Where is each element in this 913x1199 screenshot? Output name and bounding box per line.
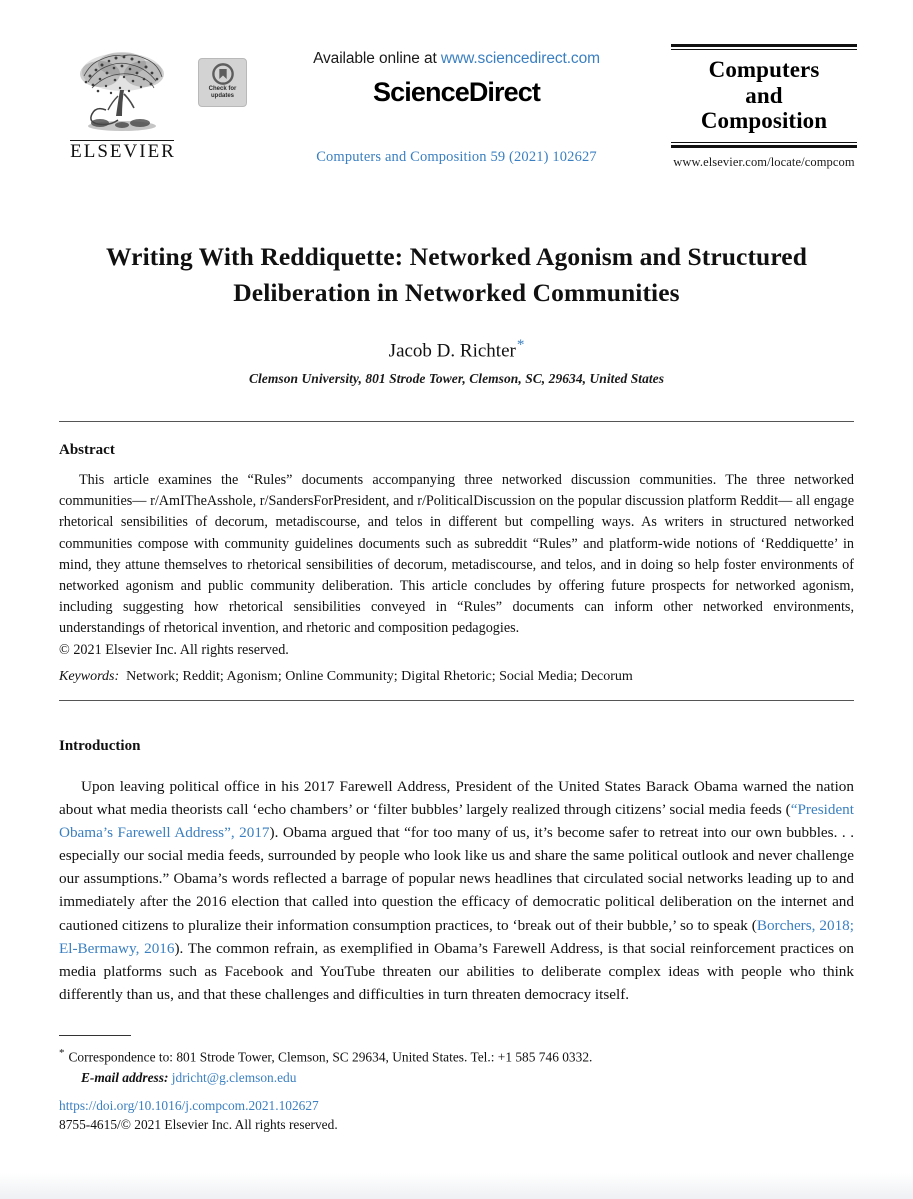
abstract-copyright: © 2021 Elsevier Inc. All rights reserved. <box>59 641 289 658</box>
citation-link-borchers-elbermawy[interactable]: Borchers, 2018; El-Bermawy, 2016 <box>59 916 854 957</box>
author-affiliation: Clemson University, 801 Strode Tower, Clemson, SC, 29634, United States <box>248 371 665 386</box>
author-name <box>0 337 913 362</box>
sciencedirect-url-link[interactable]: www.sciencedirect.com <box>440 50 600 67</box>
crossmark-label-line1: Check for <box>208 86 237 92</box>
intro-text-part1: Upon leaving political office in his 2017 Farewell Address, President of the United States Barack Obama warned the nation about what media theorists call ‘echo chambers’ or ‘filter bubbles’ largely realized through citizens’ social media feeds ( <box>59 778 854 819</box>
journal-logo-bottom-rules <box>671 142 857 148</box>
email-line <box>59 1068 759 1088</box>
section-heading-introduction: Introduction <box>59 738 141 754</box>
abstract-top-rule <box>59 421 854 422</box>
citation-link-obama-farewell[interactable]: “President Obama’s Farewell Address”, 2017 <box>59 801 854 842</box>
elsevier-wordmark: ELSEVIER <box>70 141 176 163</box>
footnote-marker: * <box>59 1047 65 1059</box>
abstract-text <box>59 470 854 661</box>
keywords-line <box>59 669 854 685</box>
author-footnote-marker[interactable]: * <box>516 337 525 353</box>
available-online-prefix: Available online at <box>313 50 441 67</box>
masthead <box>56 44 857 184</box>
abstract-bottom-rule <box>59 700 854 701</box>
journal-logo-line2: and <box>745 82 783 108</box>
correspondence-text: Correspondence to: 801 Strode Tower, Clemson, SC 29634, United States. Tel.: +1 585 746 0332. <box>68 1049 593 1065</box>
introduction-paragraph <box>59 775 854 1006</box>
sciencedirect-wordmark: ScienceDirect <box>373 77 540 107</box>
journal-logo-line3: Composition <box>700 108 828 134</box>
email-label: E-mail address: <box>81 1069 169 1085</box>
keywords-label: Keywords: <box>59 669 120 684</box>
journal-logo-title <box>671 50 857 142</box>
issn-copyright-line: 8755-4615/© 2021 Elsevier Inc. All rights reserved. <box>59 1117 338 1132</box>
intro-text-part2: ). Obama argued that “for too many of us, it’s become safer to retreat into our own bubbles. . . especially our social media feeds, surrounded by people who look like us and share the same political outlook and never challenge our assumptions.” Obama’s words reflected a barrage of popular news headlines that circulated social networks leading up to and immediately after the 2016 election that called into question the efficacy of democratic political deliberation on the internet and cautioned citizens to pluralize their information consumption practices, to ‘break out of their bubble,’ so to speak ( <box>59 824 854 934</box>
page-title: Writing With Reddiquette: Networked Agonism and Structured Deliberation in Networked Communities <box>106 242 807 308</box>
keywords-value: Network; Reddit; Agonism; Online Community; Digital Rhetoric; Social Media; Decorum <box>126 669 633 684</box>
correspondence-footnote <box>59 1044 759 1087</box>
abstract-heading: Abstract <box>59 442 115 458</box>
journal-homepage-url: www.elsevier.com/locate/compcom <box>673 154 855 169</box>
email-address-link[interactable]: jdricht@g.clemson.edu <box>171 1069 297 1085</box>
footnote-separator-rule <box>59 1035 131 1036</box>
doi-link[interactable]: https://doi.org/10.1016/j.compcom.2021.102627 <box>59 1098 319 1113</box>
intro-text-part3: ). The common refrain, as exemplified in Obama’s Farewell Address, is that social reinforcement practices on media platforms such as Facebook and YouTube threaten our abilities to deliberate complex ideas with people who think differently than us, and that these challenges and difficulties in turn threaten democracy itself. <box>59 939 854 1003</box>
journal-logo-line1: Computers <box>708 57 820 83</box>
author-name-text: Jacob D. Richter <box>388 340 516 362</box>
crossmark-label-line2: updates <box>210 92 234 99</box>
journal-reference-link[interactable]: Computers and Composition 59 (2021) 102627 <box>316 149 597 165</box>
abstract-paragraph: This article examines the “Rules” documents accompanying three networked discussion communities. The three networked communities— r/AmITheAsshole, r/SandersForPresident, and r/PoliticalDiscussion on the popular discussion platform Reddit— all engage rhetorical sensibilities of decorum, metadiscourse, and telos in different but compelling ways. As writers in structured networked communities compose with community guidelines documents such as subreddit “Rules” and platform-wide notions of ‘Reddiquette’ in mind, they attune themselves to rhetorical sensibilities of decorum, metadiscourse, and telos, and in doing so help foster environments of networked agonism and public community deliberation. This article concludes by offering future prospects for networked agonism, including suggesting how rhetorical sensibilities conveyed in “Rules” documents can inform other networked environments, understandings of rhetorical invention, and rhetoric and composition pedagogies. <box>59 472 854 637</box>
journal-logo <box>671 44 857 170</box>
